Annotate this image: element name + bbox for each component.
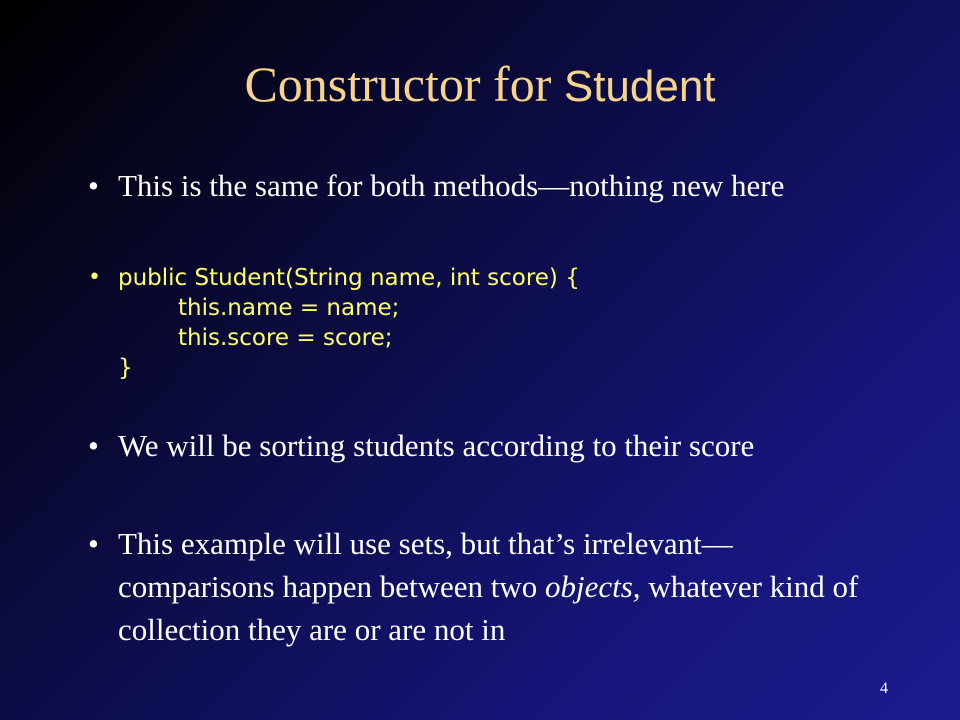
bullet-text-part: This example will use sets, but that’s irrelevant—comparisons happen between two	[118, 526, 733, 604]
bullet-text-italic: objects,	[545, 569, 641, 604]
bullet-dot: •	[88, 168, 99, 203]
bullet-dot: •	[88, 265, 101, 290]
title-code: Student	[563, 62, 716, 111]
title-text: Constructor for	[244, 56, 564, 112]
code-line: this.name = name;	[178, 295, 400, 321]
bullet-text-part: whatever kind of collection they are or are not in	[118, 569, 859, 647]
bullet-dot: •	[88, 526, 99, 561]
code-line: public Student(String name, int score) {	[118, 265, 580, 291]
slide-title	[0, 52, 960, 119]
bullet-item	[88, 424, 888, 467]
code-line: this.score = score;	[178, 325, 393, 351]
code-bullet	[88, 263, 888, 383]
bullet-item	[88, 164, 888, 207]
bullet-text: We will be sorting students according to their score	[118, 428, 755, 463]
bullet-dot: •	[88, 428, 99, 463]
code-line: }	[118, 355, 133, 381]
bullet-text: This is the same for both methods—nothing new here	[118, 168, 785, 203]
bullet-item	[88, 522, 888, 651]
page-number: 4	[880, 680, 888, 697]
code-block	[118, 263, 888, 383]
bullet-text	[118, 522, 888, 651]
